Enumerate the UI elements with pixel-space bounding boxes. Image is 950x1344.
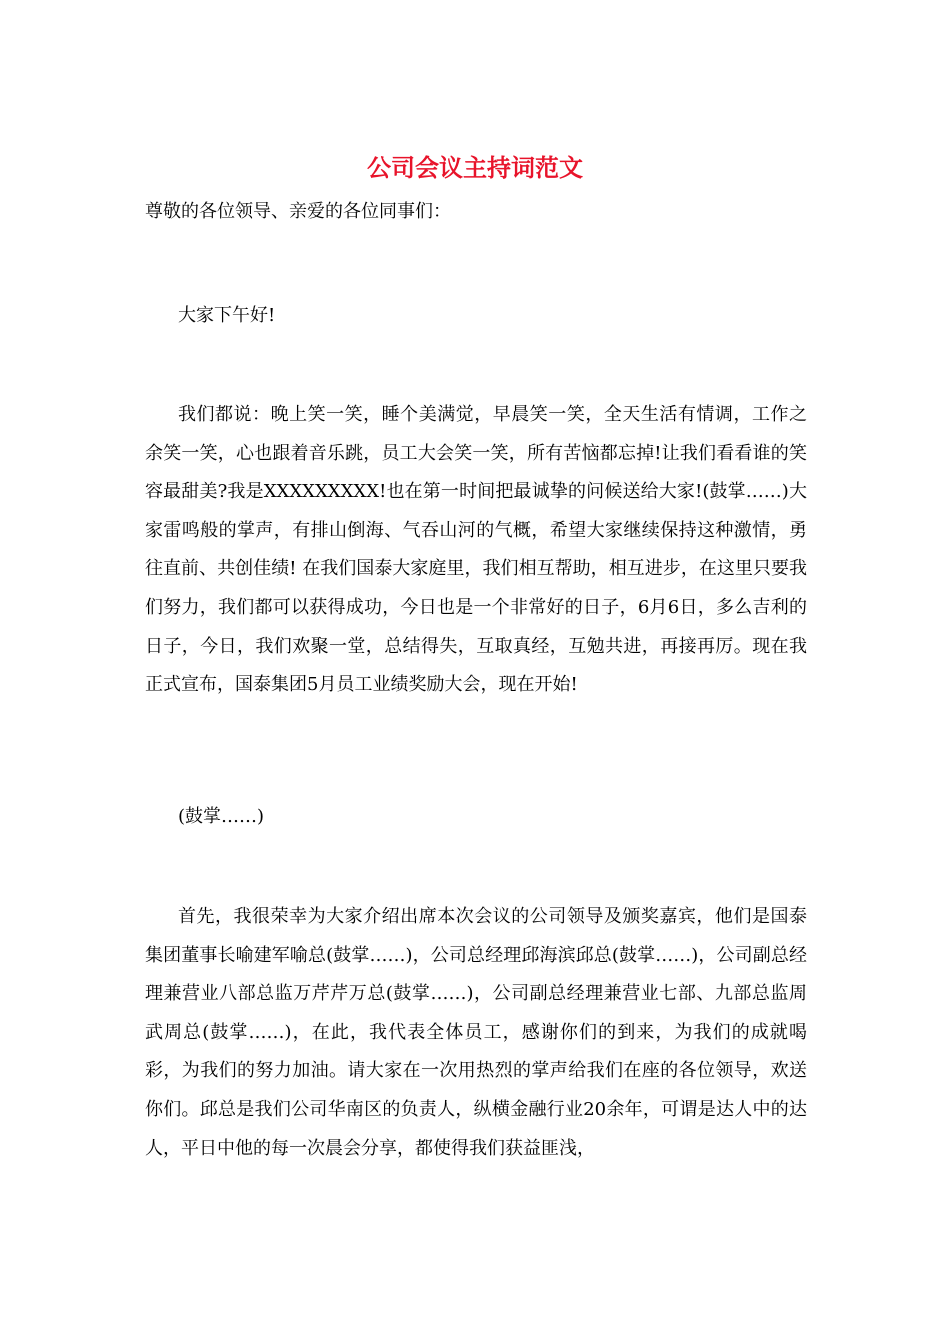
salutation: 尊敬的各位领导、亲爱的各位同事们： bbox=[145, 201, 451, 222]
paragraph-introductions: 首先，我很荣幸为大家介绍出席本次会议的公司领导及颁奖嘉宾，他们是国泰集团董事长喻建军喻总(鼓掌……)，公司总经理邱海滨邱总(鼓掌……)，公司副总经理兼营业八部总监万芹芹万总(鼓掌……)，公司副总经理兼营业七部、九部总监周武周总(鼓掌……)，在此，我代表全体员工，感谢你们的到来，为我们的成就喝彩，为我们的努力加油。请大家在一次用热烈的掌声给我们在座的各位领导，欢送你们。邱总是我们公司华南区的负责人，纵横金融行业20余年，可谓是达人中的达人，平日中他的每一次晨会分享，都使得我们获益匪浅， bbox=[145, 906, 807, 1159]
paragraph-applause: (鼓掌……) bbox=[178, 806, 265, 827]
document-title: 公司会议主持词范文 bbox=[367, 153, 583, 182]
paragraph-opening: 我们都说：晚上笑一笑，睡个美满觉，早晨笑一笑，全天生活有情调，工作之余笑一笑，心也跟着音乐跳，员工大会笑一笑，所有苦恼都忘掉!让我们看看谁的笑容最甜美?我是XXXXXXXXX!也在第一时间把最诚挚的问候送给大家!(鼓掌……)大家雷鸣般的掌声，有排山倒海、气吞山河的气概，希望大家继续保持这种激情，勇往直前、共创佳绩! 在我们国泰大家庭里，我们相互帮助，相互进步，在这里只要我们努力，我们都可以获得成功，今日也是一个非常好的日子，6月6日，多么吉利的日子，今日，我们欢聚一堂，总结得失，互取真经，互勉共进，再接再厉。现在我正式宣布，国泰集团5月员工业绩奖励大会，现在开始! bbox=[145, 404, 807, 696]
paragraph-greeting: 大家下午好! bbox=[178, 305, 276, 326]
